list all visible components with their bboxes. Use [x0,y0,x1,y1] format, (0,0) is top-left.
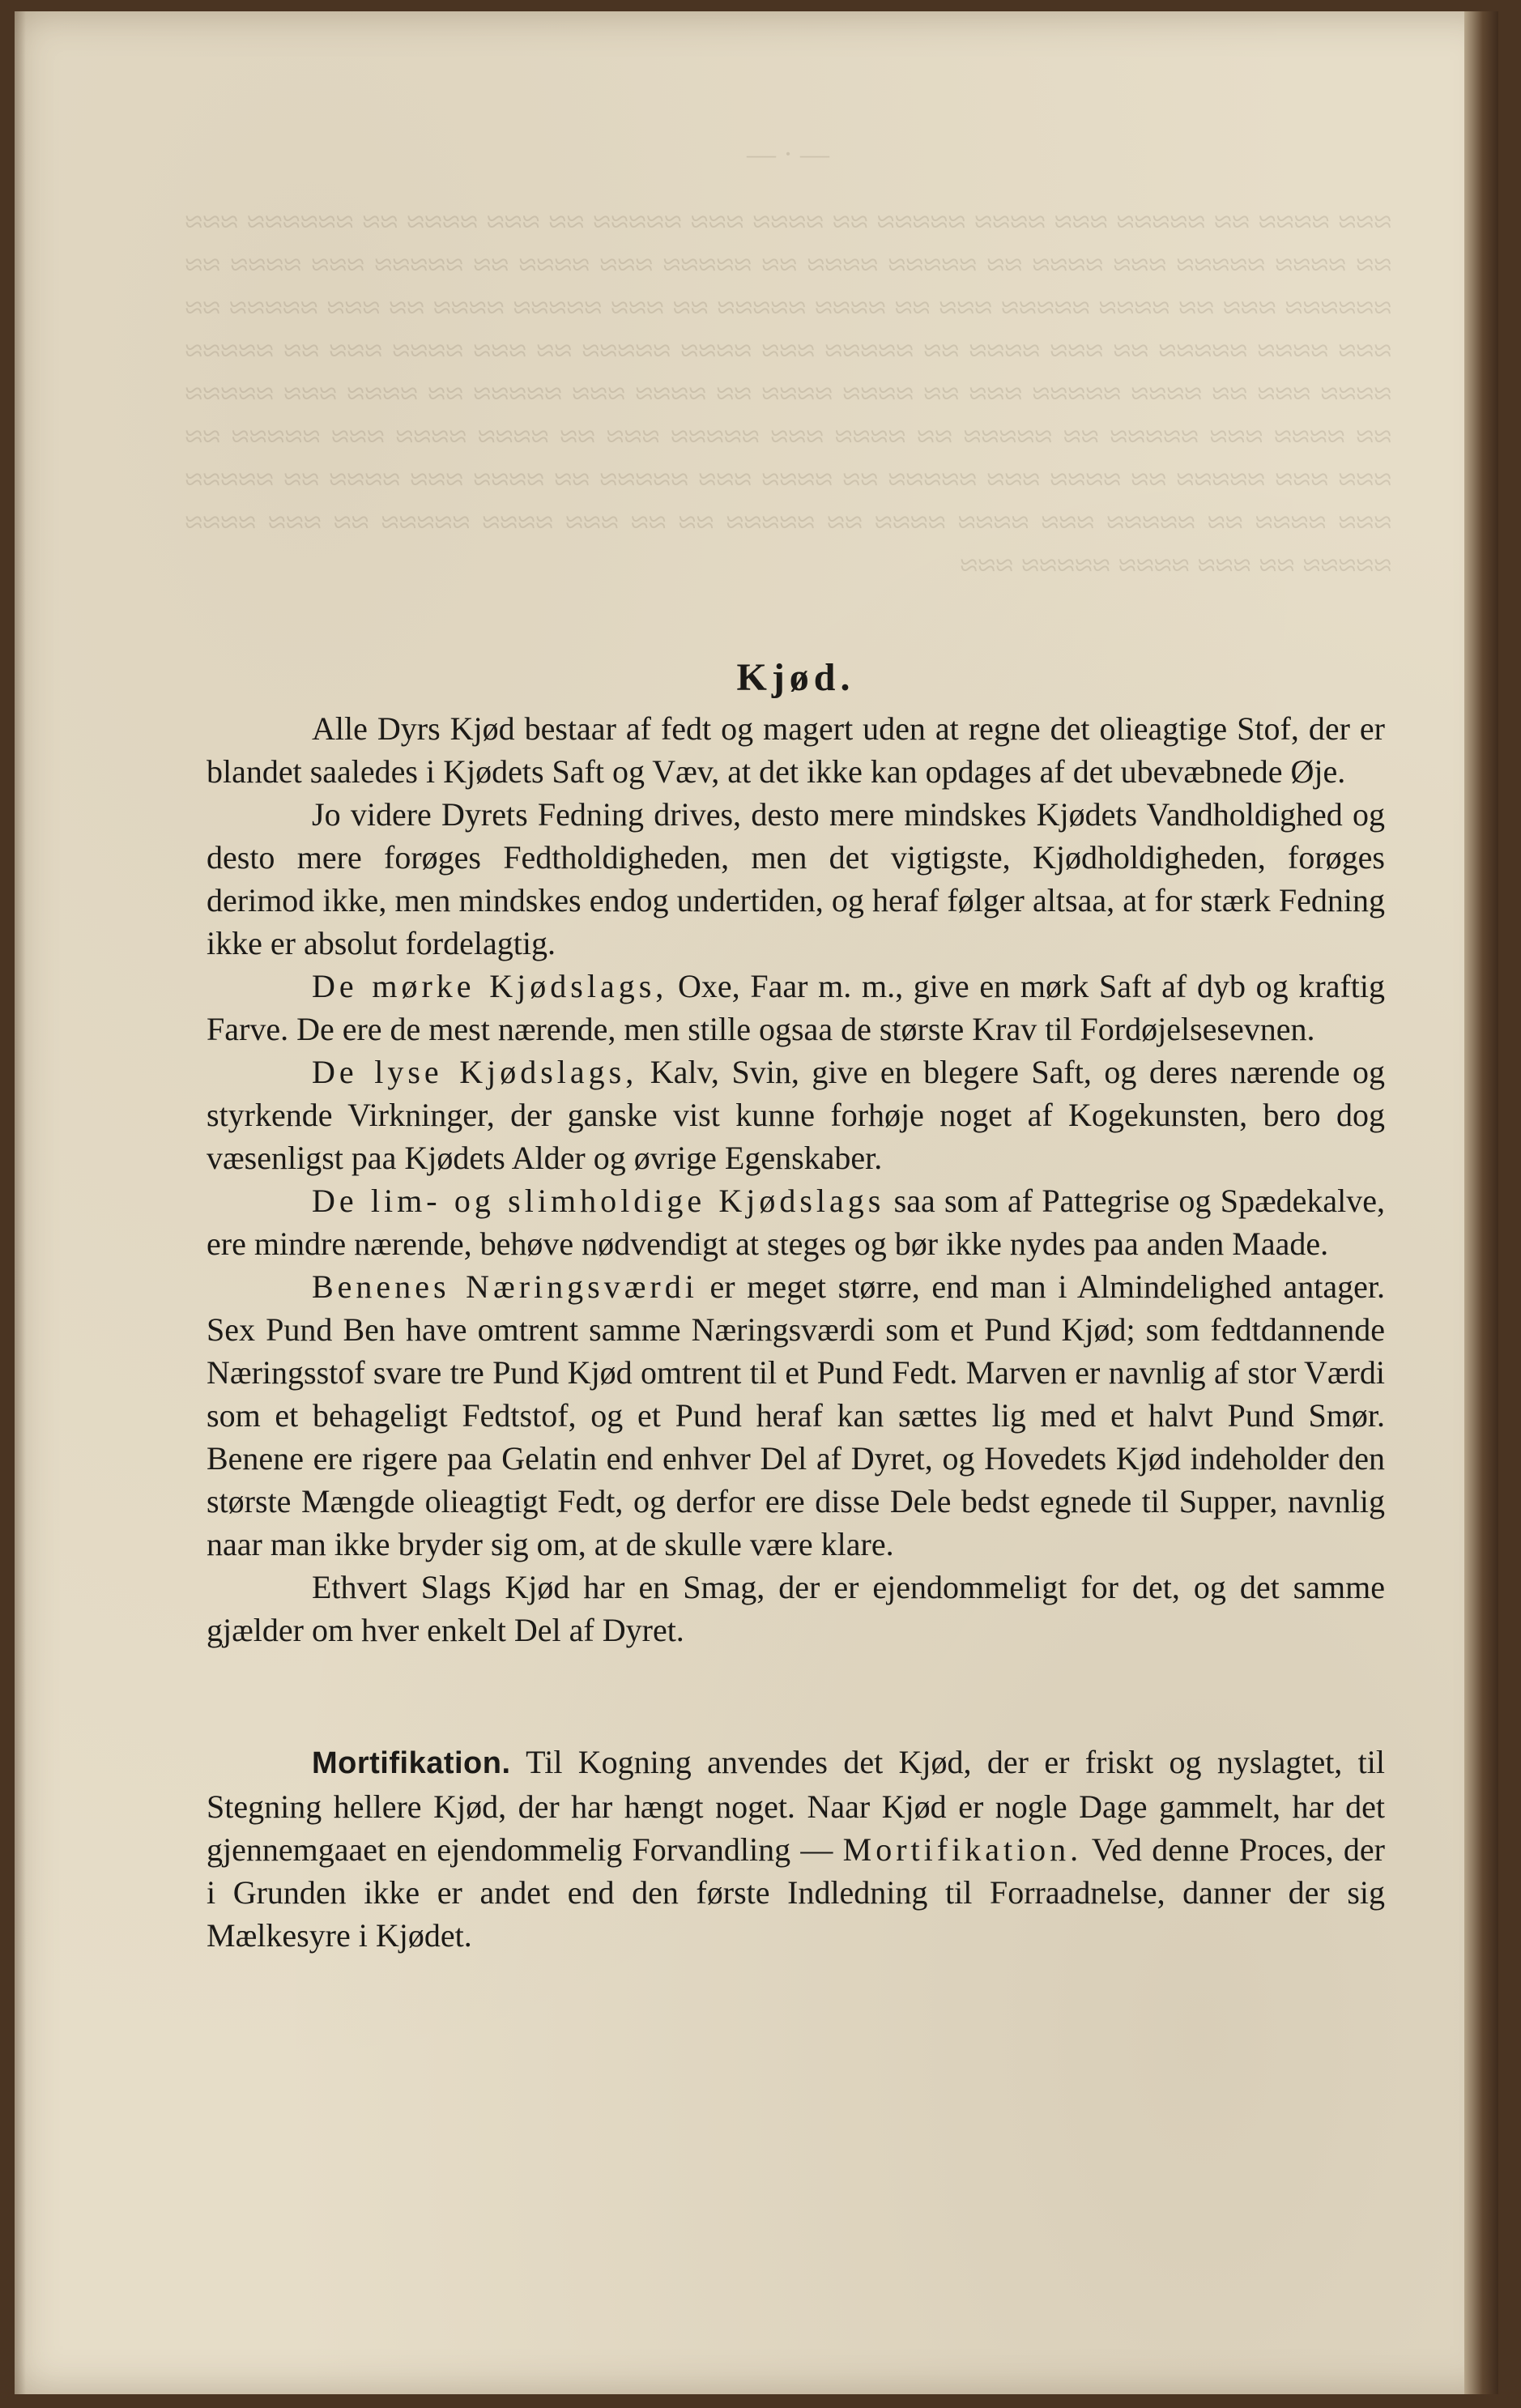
paragraph-gelatinous-meat [207,1179,1385,1265]
section-gap [207,1652,1385,1741]
page-edge-shadow [15,11,26,2394]
paragraph-2 [207,793,1385,965]
section-mortifikation [207,1741,1385,1957]
paragraph-lead: De lyse Kjødslags, [312,1054,638,1090]
paragraph-text: Ethvert Slags Kjød har en Smag, der er ejendommeligt for det, og det samme gjælder om hver enkelt Del af Dyret. [207,1569,1385,1648]
paragraph-text: Kalv, Svin, give en blegere Saft, og deres nærende og styrkende Virkninger, der ganske vist kunne forhøje noget af Kogekunsten, bero dog væsenligst paa Kjødets Alder og øvrige Egenskaber. [207,1054,1385,1176]
paragraph-lead: De mørke Kjødslags, [312,968,668,1004]
section-text-after: Ved denne Proces, der i Grunden ikke er andet end den første Indledning til Forraadnelse, danner der sig Mælkesyre i Kjødet. [207,1831,1385,1954]
paragraph-text: er meget større, end man i Almindelighed antager. Sex Pund Ben have omtrent samme Næringsværdi som et Pund Kjød; som fedtdannende Næringsstof svare tre Pund Kjød omtrent til et Pund Fedt. Marven er navnlig af stor Værdi som et behageligt Fedtstof, og et Pund heraf kan sættes lig med et halvt Pund Smør. Benene ere rigere paa Gelatin end enhver Del af Dyret, og Hovedets Kjød indeholder den største Mængde olieagtigt Fedt, og derfor ere disse Dele bedst egnede til Supper, navnlig naar man ikke bryder sig om, at de skulle være klare. [207,1268,1386,1562]
paragraph-lead: Benenes Næringsværdi [312,1268,698,1305]
section-heading: Mortifikation. [312,1746,511,1780]
section-text-before: Til Kogning anvendes det Kjød, der er friskt og nyslagtet, til Stegning hellere Kjød, der har hængt noget. Naar Kjød er nogle Dage gammelt, har det gjennemgaaet en ejendommelig Forvandling — [207,1744,1385,1868]
paragraph-light-meat [207,1051,1385,1179]
paragraph-dark-meat [207,965,1385,1051]
paragraph-text: Jo videre Dyrets Fedning drives, desto mere mindskes Kjødets Vandholdighed og desto mere forøges Fedtholdigheden, men det vigtigste, Kjødholdigheden, forøges derimod ikke, men mindskes endog undertiden, og heraf følger altsaa, at for stærk Fedning ikke er absolut fordelagtig. [207,796,1385,961]
paragraph-bones [207,1265,1385,1566]
paragraph-1 [207,707,1385,793]
paragraph-text: Alle Dyrs Kjød bestaar af fedt og magert uden at regne det olieagtige Stof, der er blandet saaledes i Kjødets Saft og Væv, at det ikke kan opdages af det ubevæbnede Øje. [207,710,1385,790]
page-title: Kjød. [736,656,855,699]
bleed-through-texture: — · — ≈≈≈ ≈≈≈≈ ≈≈ ≈≈≈≈≈ ≈≈≈ ≈≈≈≈ ≈≈≈≈≈ ≈≈ ≈≈≈≈ ≈≈≈ ≈≈≈≈≈ ≈≈ ≈≈≈ ≈≈≈≈ ≈≈ ≈≈≈≈≈≈ ≈≈≈ ≈≈ ≈≈≈≈ ≈≈≈≈≈ ≈≈≈ ≈≈≈≈ ≈≈ ≈≈≈≈≈ ≈≈≈≈ ≈≈ ≈≈≈≈≈ ≈≈≈ ≈≈≈≈ ≈≈ ≈≈≈≈≈ ≈≈≈ ≈≈≈≈ ≈≈ ≈≈≈≈≈≈ ≈≈≈ ≈≈ ≈≈≈≈ ≈≈≈≈≈ ≈≈≈ ≈≈ ≈≈≈≈ ≈≈≈≈≈ ≈≈ ≈≈≈ ≈≈≈≈≈ ≈≈≈≈ ≈≈ ≈≈≈ ≈≈≈≈≈ ≈≈ ≈≈≈ ≈≈≈≈ ≈≈≈≈≈ ≈≈ ≈≈≈ ≈≈≈≈ ≈≈ ≈≈≈≈≈ ≈≈≈ ≈≈≈≈ ≈≈≈≈≈ ≈≈ ≈≈≈ ≈≈≈≈ ≈≈≈ ≈≈ ≈≈≈≈≈ ≈≈≈≈ ≈≈≈ ≈≈ ≈≈≈≈ ≈≈≈≈≈ ≈≈≈ ≈≈ ≈≈≈≈ ≈≈≈≈ ≈≈ ≈≈≈≈ ≈≈≈ ≈≈≈≈≈ ≈≈ ≈≈≈≈ ≈≈≈ ≈≈≈≈≈ ≈≈ ≈≈≈≈ ≈≈≈ ≈≈≈≈≈ ≈≈ ≈≈≈≈≈ ≈≈ ≈≈≈≈ ≈≈≈ ≈≈≈≈≈ ≈≈≈ ≈≈ ≈≈≈≈ ≈≈≈≈ ≈≈≈ ≈≈≈≈≈ ≈≈ ≈≈≈ ≈≈≈ ≈≈≈≈≈ ≈≈ ≈≈≈≈ ≈≈≈ ≈≈≈≈≈ ≈≈ ≈≈≈≈ ≈≈≈ ≈≈≈≈≈ ≈≈ ≈≈≈≈ ≈≈≈ ≈≈≈≈ ≈≈ ≈≈≈≈≈ ≈≈≈ ≈≈≈≈ ≈≈ ≈≈≈≈≈ ≈≈≈ ≈≈≈≈ ≈≈≈≈ ≈≈ ≈≈≈≈≈ ≈≈ ≈≈ ≈≈≈ ≈≈≈≈ ≈≈≈≈≈ ≈≈ ≈≈≈ ≈≈≈≈ ≈≈≈≈≈ ≈≈ ≈≈≈ ≈≈≈≈ ≈≈≈≈≈ ≈≈≈ [185,138,1391,583]
paragraph-lead: De lim- og slimholdige Kjødslags [312,1183,885,1219]
paragraph-taste [207,1566,1385,1652]
book-spine [1464,11,1498,2394]
section-term: Mortifikation. [842,1831,1083,1868]
paragraph-text: Oxe, Faar m. m., give en mørk Saft af dyb og kraftig Farve. De ere de mest nærende, men stille ogsaa de største Krav til Fordøjelsesevnen. [207,968,1386,1047]
book-page [15,11,1498,2394]
page-content [207,654,1385,1957]
paragraph-text: saa som af Pattegrise og Spædekalve, ere mindre nærende, behøve nødvendigt at steges og bør ikke nydes paa anden Maade. [207,1183,1386,1262]
